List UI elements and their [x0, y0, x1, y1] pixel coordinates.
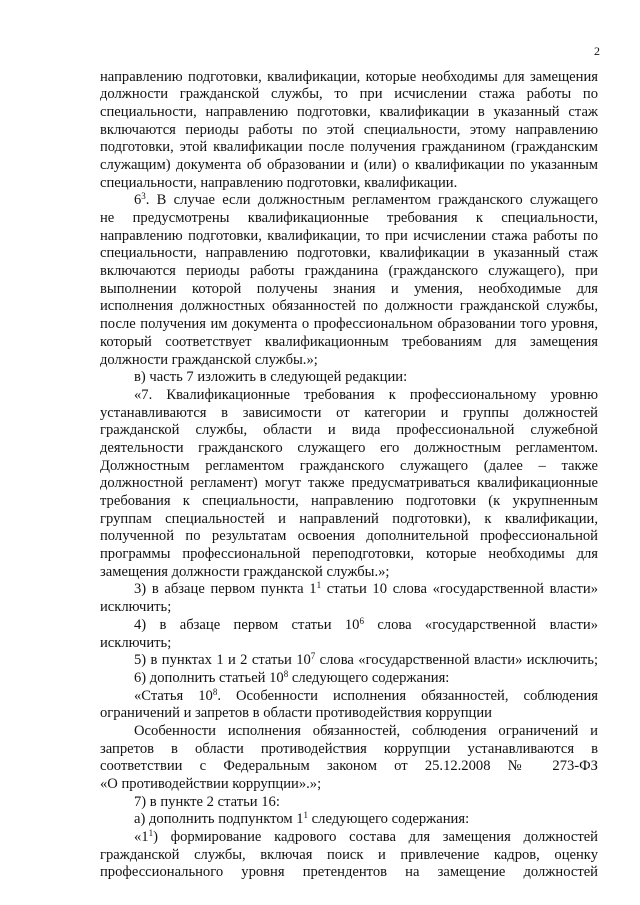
text-segment: программы профессиональной переподготовки, которые необходимы для — [100, 546, 598, 563]
text-line — [100, 139, 598, 157]
text-line — [100, 352, 598, 370]
text-line — [100, 847, 598, 865]
text-line — [100, 758, 598, 776]
text-line — [100, 175, 598, 193]
text-segment: 7) в пункте 2 статьи 16: — [134, 793, 280, 810]
text-line — [100, 245, 598, 263]
text-segment: гражданской службы, области и вида профессиональной служебной — [100, 422, 598, 439]
text-line — [100, 475, 598, 493]
text-line — [100, 635, 598, 653]
text-line — [100, 86, 598, 104]
superscript: 6 — [359, 615, 364, 626]
text-line — [100, 599, 598, 617]
text-segment: специальности, направлению подготовки, квалификации в указанный стаж — [100, 103, 598, 120]
text-segment: исполнения должностных обязанностей по должности гражданской службы, — [100, 298, 598, 315]
text-segment: должности гражданской службы.»; — [100, 351, 318, 368]
text-line — [100, 298, 598, 316]
text-segment: исключить; — [100, 599, 172, 616]
text-line — [100, 705, 598, 723]
text-segment: ) формирование кадрового состава для замещения должностей — [153, 829, 598, 846]
text-segment: запретов в области противодействия коррупции устанавливаются в — [100, 740, 598, 757]
text-line — [100, 511, 598, 529]
text-segment: в) часть 7 изложить в следующей редакции: — [134, 369, 408, 386]
text-segment: «О противодействии коррупции».»; — [100, 776, 322, 792]
document-body — [100, 69, 598, 883]
text-segment: требования к специальности, направлению подготовки (к укрупненным — [100, 493, 598, 509]
text-line — [100, 104, 598, 122]
text-segment: выполнении которой получены знания и умения, необходимые для — [100, 280, 598, 297]
text-segment: следующего содержания: — [288, 669, 450, 686]
text-segment: должности гражданской службы, то при исчислении стажа работы по — [100, 86, 598, 103]
text-segment: специальности, направлению подготовки, квалификации. — [100, 174, 458, 191]
text-segment: ограничений и запретов в области противодействия коррупции — [100, 705, 492, 722]
text-line — [100, 369, 598, 387]
text-segment: «1 — [134, 829, 149, 846]
text-segment: направлению подготовки, квалификации, которые необходимы для замещения — [100, 68, 598, 85]
text-line — [100, 564, 598, 582]
text-line — [100, 387, 598, 405]
text-line — [100, 122, 598, 140]
text-line — [100, 794, 598, 812]
text-segment: слова «государственной власти» — [363, 616, 598, 633]
text-segment: не предусмотрены квалификационные требования к специальности, — [100, 210, 598, 226]
text-line — [100, 652, 598, 670]
text-segment: слова «государственной власти» исключить; — [315, 652, 598, 669]
text-segment: включаются периоды работы по этой специальности, этому направлению — [100, 121, 598, 138]
text-segment: группам специальностей и направлений подготовки), к квалификации, — [100, 510, 598, 527]
text-line — [100, 69, 598, 87]
text-segment: следующего содержания: — [308, 811, 470, 828]
text-segment: соответствии с Федеральным законом от 25.12.2008 № 273-ФЗ — [100, 758, 598, 775]
text-segment: статьи 10 слова «государственной власти» — [321, 581, 598, 598]
text-line — [100, 422, 598, 440]
text-segment: . Особенности исполнения обязанностей, соблюдения — [217, 687, 598, 704]
text-line — [100, 723, 598, 741]
superscript: 3 — [141, 191, 146, 202]
text-line — [100, 192, 598, 210]
text-line — [100, 617, 598, 635]
text-segment: Особенности исполнения обязанностей, соблюдения ограничений и — [134, 722, 598, 739]
text-segment: 5) в пунктах 1 и 2 статьи 10 — [134, 652, 311, 669]
text-segment: . В случае если должностным регламентом гражданского служащего — [145, 192, 598, 209]
text-line — [100, 493, 598, 511]
text-segment: а) дополнить подпунктом 1 — [134, 811, 304, 828]
text-line — [100, 228, 598, 246]
text-line — [100, 263, 598, 281]
text-line — [100, 316, 598, 334]
superscript: 1 — [303, 810, 309, 821]
superscript: 1 — [316, 580, 322, 591]
text-line — [100, 581, 598, 599]
text-line — [100, 528, 598, 546]
superscript: 7 — [310, 651, 316, 662]
text-line — [100, 776, 598, 794]
text-segment: замещения должности гражданской службы.»; — [100, 563, 390, 580]
superscript: 8 — [212, 686, 218, 697]
text-segment: 4) в абзаце первом статьи 10 — [134, 616, 360, 633]
text-line — [100, 741, 598, 759]
text-segment: «7. Квалификационные требования к профессиональному уровню — [134, 386, 598, 403]
text-segment: направлению подготовки, квалификации, то при исчислении стажа работы по — [100, 227, 598, 244]
text-segment: Должностным регламентом гражданского служащего (далее – также — [100, 457, 598, 474]
text-line — [100, 811, 598, 829]
superscript: 8 — [283, 668, 289, 679]
text-line — [100, 210, 598, 228]
text-segment: 3) в абзаце первом пункта 1 — [134, 581, 317, 598]
text-segment: который соответствует квалификационным требованиям для замещения — [100, 333, 598, 350]
text-line — [100, 829, 598, 847]
text-segment: должностной регламент) могут также предусматриваться квалификационные — [100, 475, 598, 492]
text-segment: 6 — [134, 192, 142, 209]
text-line — [100, 458, 598, 476]
text-line — [100, 440, 598, 458]
text-segment: исключить; — [100, 634, 172, 651]
text-line — [100, 157, 598, 175]
text-line — [100, 670, 598, 688]
text-line — [100, 281, 598, 299]
superscript: 1 — [148, 828, 154, 839]
text-segment: гражданской службы, включая поиск и привлечение кадров, оценку — [100, 846, 598, 863]
text-line — [100, 546, 598, 564]
text-segment: профессионального уровня претендентов на замещение должностей — [100, 864, 598, 881]
text-segment: служащим) документа об образовании и (или) о квалификации по указанным — [100, 156, 598, 173]
text-segment: полученной по результатам освоения дополнительной профессиональной — [100, 528, 598, 545]
text-segment: включаются периоды работы гражданина (гражданского служащего), при — [100, 263, 598, 280]
text-line — [100, 334, 598, 352]
text-line — [100, 864, 598, 882]
text-segment: после получения им документа о профессиональном образовании того уровня, — [100, 316, 598, 333]
text-segment: подготовки, этой квалификации после получения гражданином (гражданским — [100, 139, 598, 156]
text-line — [100, 405, 598, 423]
text-segment: специальности, направлению подготовки, квалификации в указанный стаж — [100, 245, 598, 262]
text-segment: деятельности гражданского служащего его должностным регламентом. — [100, 439, 598, 456]
page-number: 2 — [594, 44, 600, 58]
text-segment: «Статья 10 — [134, 687, 213, 704]
text-line — [100, 688, 598, 706]
text-segment: устанавливаются в зависимости от категории и группы должностей — [100, 404, 598, 421]
text-segment: 6) дополнить статьей 10 — [134, 669, 284, 686]
